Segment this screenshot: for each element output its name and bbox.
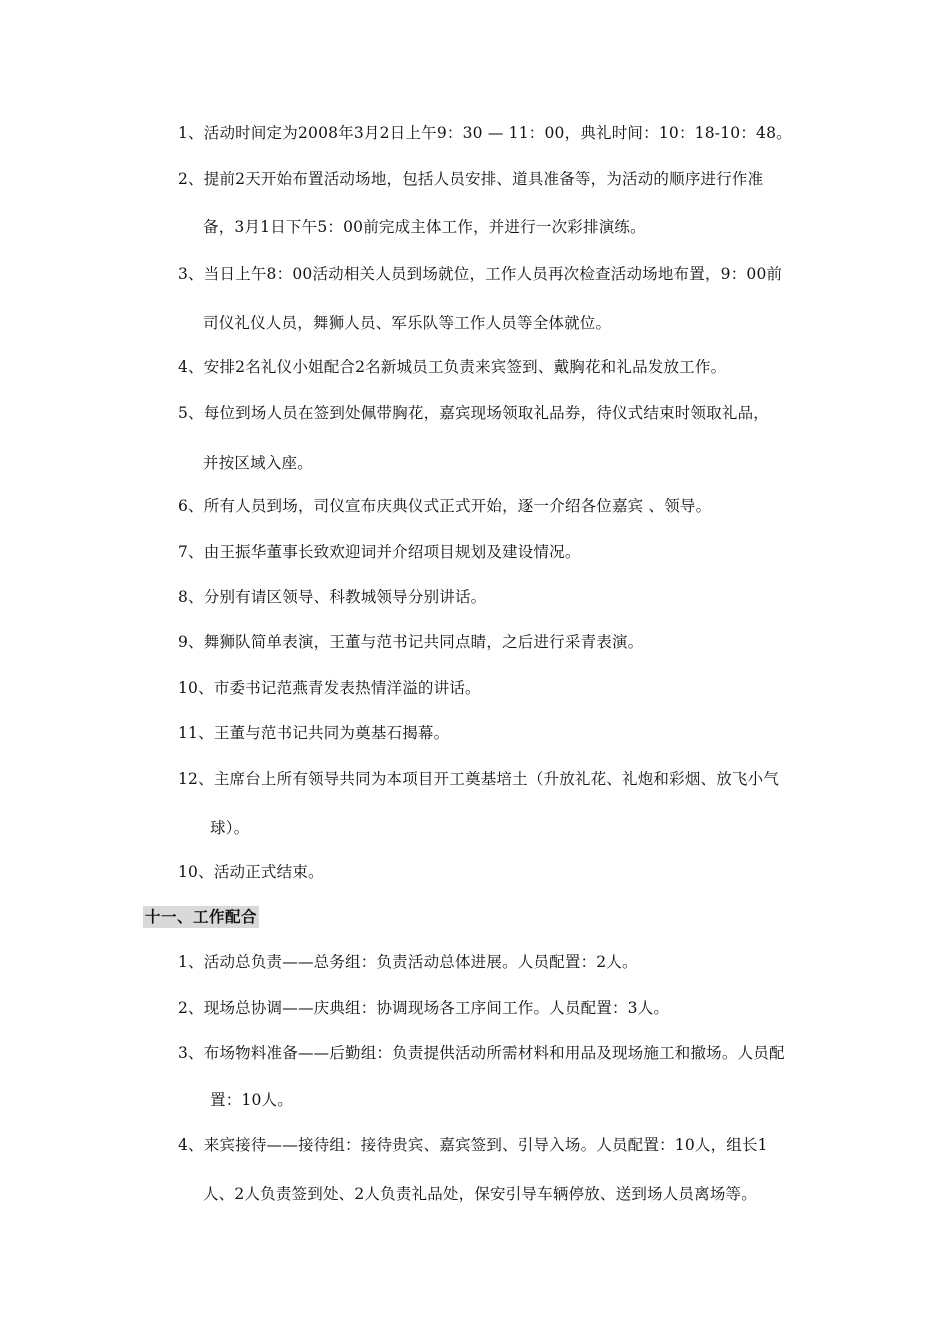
schedule-item-10: 10、市委书记范燕青发表热情洋溢的讲话。	[178, 679, 481, 697]
schedule-item-13: 10、活动正式结束。	[178, 863, 324, 881]
work-item-2: 2、现场总协调——庆典组：协调现场各工序间工作。人员配置：3人。	[178, 999, 670, 1017]
schedule-item-2-continued: 备，3月1日下午5：00前完成主体工作，并进行一次彩排演练。	[203, 218, 646, 236]
schedule-item-9: 9、舞狮队简单表演，王董与范书记共同点睛，之后进行采青表演。	[178, 633, 644, 651]
work-item-4-continued: 人、2人负责签到处、2人负责礼品处，保安引导车辆停放、送到场人员离场等。	[203, 1185, 757, 1203]
schedule-item-6: 6、所有人员到场，司仪宣布庆典仪式正式开始，逐一介绍各位嘉宾 、领导。	[178, 497, 712, 515]
schedule-item-12-continued: 球）。	[210, 819, 250, 837]
schedule-item-1: 1、活动时间定为2008年3月2日上午9：30 — 11：00，典礼时间：10：18-10：48。	[178, 124, 792, 142]
schedule-item-7: 7、由王振华董事长致欢迎词并介绍项目规划及建设情况。	[178, 543, 581, 561]
schedule-item-3: 3、当日上午8：00活动相关人员到场就位，工作人员再次检查活动场地布置，9：00前	[178, 265, 783, 283]
schedule-item-11: 11、王董与范书记共同为奠基石揭幕。	[178, 724, 450, 742]
schedule-item-2: 2、提前2天开始布置活动场地，包括人员安排、道具准备等，为活动的顺序进行作准	[178, 170, 764, 188]
schedule-item-5-continued: 并按区域入座。	[203, 454, 313, 472]
work-item-4: 4、来宾接待——接待组：接待贵宾、嘉宾签到、引导入场。人员配置：10人，组长1	[178, 1136, 768, 1154]
schedule-item-3-continued: 司仪礼仪人员，舞狮人员、军乐队等工作人员等全体就位。	[203, 314, 612, 332]
work-item-3-continued: 置：10人。	[210, 1091, 293, 1109]
work-item-1: 1、活动总负责——总务组：负责活动总体进展。人员配置：2人。	[178, 953, 638, 971]
section-heading: 十一、工作配合	[145, 908, 258, 926]
schedule-item-4: 4、安排2名礼仪小姐配合2名新城员工负责来宾签到、戴胸花和礼品发放工作。	[178, 358, 727, 376]
schedule-item-5: 5、每位到场人员在签到处佩带胸花，嘉宾现场领取礼品券，待仪式结束时领取礼品，	[178, 404, 769, 422]
schedule-item-12: 12、主席台上所有领导共同为本项目开工奠基培土（升放礼花、礼炮和彩烟、放飞小气	[178, 770, 780, 788]
schedule-item-8: 8、分别有请区领导、科教城领导分别讲话。	[178, 588, 487, 606]
work-item-3: 3、布场物料准备——后勤组：负责提供活动所需材料和用品及现场施工和撤场。人员配	[178, 1044, 785, 1062]
